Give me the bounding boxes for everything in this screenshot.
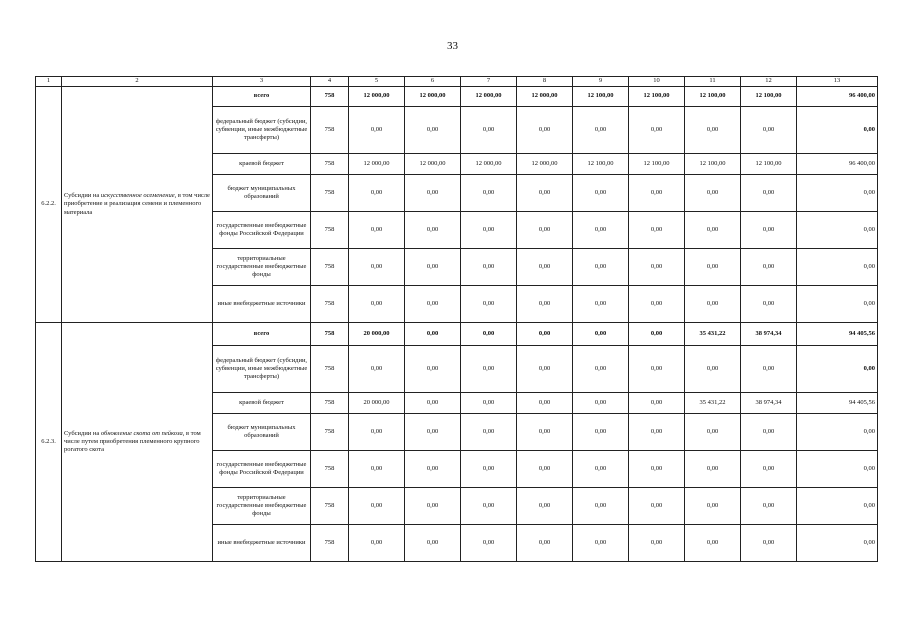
- value-cell-col-6: 0,00: [405, 451, 461, 488]
- value-cell-col-13: 94 405,56: [797, 393, 878, 414]
- value-cell-col-6: 0,00: [405, 212, 461, 249]
- value-cell-col-5: 0,00: [349, 212, 405, 249]
- value-cell-col-13: 0,00: [797, 286, 878, 323]
- value-cell-col-6: 0,00: [405, 346, 461, 393]
- budget-code: 758: [311, 525, 349, 562]
- value-cell-col-8: 12 000,00: [517, 87, 573, 107]
- value-cell-col-5: 0,00: [349, 107, 405, 154]
- funding-source: иные внебюджетные источники: [213, 286, 311, 323]
- value-cell-col-8: 0,00: [517, 286, 573, 323]
- value-cell-col-8: 0,00: [517, 451, 573, 488]
- funding-source: территориальные государственные внебюджетные фонды: [213, 249, 311, 286]
- funding-source: бюджет муниципальных образований: [213, 414, 311, 451]
- value-cell-col-7: 0,00: [461, 393, 517, 414]
- value-cell-col-12: 38 974,34: [741, 393, 797, 414]
- value-cell-col-11: 0,00: [685, 249, 741, 286]
- column-header-8: 8: [517, 77, 573, 87]
- value-cell-col-13: 0,00: [797, 346, 878, 393]
- budget-code: 758: [311, 393, 349, 414]
- value-cell-col-12: 0,00: [741, 249, 797, 286]
- value-cell-col-8: 0,00: [517, 393, 573, 414]
- value-cell-col-12: 0,00: [741, 212, 797, 249]
- value-cell-col-6: 0,00: [405, 323, 461, 346]
- value-cell-col-8: 0,00: [517, 414, 573, 451]
- value-cell-col-8: 0,00: [517, 525, 573, 562]
- column-header-11: 11: [685, 77, 741, 87]
- funding-source: иные внебюджетные источники: [213, 525, 311, 562]
- budget-code: 758: [311, 488, 349, 525]
- column-header-10: 10: [629, 77, 685, 87]
- column-header-2: 2: [62, 77, 213, 87]
- value-cell-col-6: 0,00: [405, 107, 461, 154]
- value-cell-col-10: 0,00: [629, 212, 685, 249]
- value-cell-col-10: 0,00: [629, 451, 685, 488]
- value-cell-col-7: 0,00: [461, 175, 517, 212]
- value-cell-col-12: 0,00: [741, 414, 797, 451]
- value-cell-col-5: 0,00: [349, 525, 405, 562]
- value-cell-col-12: 0,00: [741, 488, 797, 525]
- value-cell-col-11: 0,00: [685, 488, 741, 525]
- value-cell-col-13: 0,00: [797, 175, 878, 212]
- column-header-5: 5: [349, 77, 405, 87]
- value-cell-col-5: 0,00: [349, 488, 405, 525]
- value-cell-col-8: 0,00: [517, 249, 573, 286]
- column-header-13: 13: [797, 77, 878, 87]
- value-cell-col-7: 0,00: [461, 249, 517, 286]
- budget-code: 758: [311, 87, 349, 107]
- value-cell-col-7: 0,00: [461, 451, 517, 488]
- value-cell-col-13: 0,00: [797, 451, 878, 488]
- value-cell-col-11: 0,00: [685, 414, 741, 451]
- item-description: Субсидии на искусственное осеменение, в том числе приобретение и реализация семени и племенного материала: [62, 87, 213, 323]
- value-cell-col-10: 0,00: [629, 525, 685, 562]
- column-header-7: 7: [461, 77, 517, 87]
- value-cell-col-7: 0,00: [461, 286, 517, 323]
- value-cell-col-6: 0,00: [405, 175, 461, 212]
- value-cell-col-6: 0,00: [405, 393, 461, 414]
- funding-source: краевой бюджет: [213, 393, 311, 414]
- budget-code: 758: [311, 286, 349, 323]
- value-cell-col-12: 12 100,00: [741, 87, 797, 107]
- value-cell-col-10: 0,00: [629, 393, 685, 414]
- value-cell-col-11: 35 431,22: [685, 393, 741, 414]
- column-header-6: 6: [405, 77, 461, 87]
- budget-code: 758: [311, 154, 349, 175]
- value-cell-col-9: 0,00: [573, 175, 629, 212]
- column-header-1: 1: [36, 77, 62, 87]
- value-cell-col-8: 0,00: [517, 212, 573, 249]
- value-cell-col-5: 0,00: [349, 249, 405, 286]
- value-cell-col-6: 0,00: [405, 249, 461, 286]
- column-header-4: 4: [311, 77, 349, 87]
- value-cell-col-7: 12 000,00: [461, 87, 517, 107]
- value-cell-col-12: 12 100,00: [741, 154, 797, 175]
- value-cell-col-7: 0,00: [461, 346, 517, 393]
- value-cell-col-6: 0,00: [405, 525, 461, 562]
- value-cell-col-13: 0,00: [797, 525, 878, 562]
- value-cell-col-9: 0,00: [573, 525, 629, 562]
- value-cell-col-9: 0,00: [573, 414, 629, 451]
- value-cell-col-13: 0,00: [797, 414, 878, 451]
- budget-code: 758: [311, 323, 349, 346]
- value-cell-col-6: 0,00: [405, 414, 461, 451]
- value-cell-col-10: 0,00: [629, 249, 685, 286]
- value-cell-col-9: 0,00: [573, 286, 629, 323]
- header-row: [36, 77, 878, 87]
- value-cell-col-9: 0,00: [573, 346, 629, 393]
- funding-source: федеральный бюджет (субсидии, субвенции, иные межбюджетные трансферты): [213, 346, 311, 393]
- value-cell-col-5: 0,00: [349, 286, 405, 323]
- value-cell-col-6: 12 000,00: [405, 154, 461, 175]
- column-header-9: 9: [573, 77, 629, 87]
- value-cell-col-10: 0,00: [629, 346, 685, 393]
- value-cell-col-11: 12 100,00: [685, 87, 741, 107]
- budget-code: 758: [311, 212, 349, 249]
- funding-source: всего: [213, 87, 311, 107]
- funding-source: федеральный бюджет (субсидии, субвенции, иные межбюджетные трансферты): [213, 107, 311, 154]
- funding-source: территориальные государственные внебюджетные фонды: [213, 488, 311, 525]
- value-cell-col-12: 0,00: [741, 451, 797, 488]
- value-cell-col-10: 0,00: [629, 414, 685, 451]
- budget-code: 758: [311, 175, 349, 212]
- budget-code: 758: [311, 414, 349, 451]
- budget-table: [35, 76, 878, 562]
- value-cell-col-9: 0,00: [573, 249, 629, 286]
- value-cell-col-9: 0,00: [573, 451, 629, 488]
- value-cell-col-9: 0,00: [573, 393, 629, 414]
- item-description: Субсидии на обновление скота от пейкоза, в том числе путем приобретения племенного крупного рогатого скота: [62, 323, 213, 562]
- value-cell-col-10: 12 100,00: [629, 154, 685, 175]
- value-cell-col-7: 0,00: [461, 525, 517, 562]
- column-header-3: 3: [213, 77, 311, 87]
- value-cell-col-10: 0,00: [629, 107, 685, 154]
- value-cell-col-7: 0,00: [461, 107, 517, 154]
- column-header-12: 12: [741, 77, 797, 87]
- value-cell-col-12: 0,00: [741, 107, 797, 154]
- value-cell-col-5: 20 000,00: [349, 393, 405, 414]
- value-cell-col-10: 0,00: [629, 286, 685, 323]
- value-cell-col-6: 0,00: [405, 488, 461, 525]
- value-cell-col-11: 0,00: [685, 107, 741, 154]
- table-row: [36, 323, 878, 346]
- value-cell-col-13: 94 405,56: [797, 323, 878, 346]
- funding-source: государственные внебюджетные фонды Российской Федерации: [213, 451, 311, 488]
- budget-code: 758: [311, 451, 349, 488]
- value-cell-col-11: 0,00: [685, 286, 741, 323]
- value-cell-col-8: 0,00: [517, 175, 573, 212]
- value-cell-col-5: 0,00: [349, 346, 405, 393]
- funding-source: всего: [213, 323, 311, 346]
- value-cell-col-7: 0,00: [461, 323, 517, 346]
- budget-code: 758: [311, 249, 349, 286]
- funding-source: краевой бюджет: [213, 154, 311, 175]
- value-cell-col-13: 0,00: [797, 488, 878, 525]
- funding-source: государственные внебюджетные фонды Российской Федерации: [213, 212, 311, 249]
- value-cell-col-5: 12 000,00: [349, 154, 405, 175]
- value-cell-col-13: 0,00: [797, 212, 878, 249]
- value-cell-col-7: 0,00: [461, 414, 517, 451]
- value-cell-col-11: 0,00: [685, 346, 741, 393]
- value-cell-col-8: 0,00: [517, 488, 573, 525]
- value-cell-col-10: 12 100,00: [629, 87, 685, 107]
- value-cell-col-11: 0,00: [685, 212, 741, 249]
- value-cell-col-6: 12 000,00: [405, 87, 461, 107]
- value-cell-col-9: 0,00: [573, 488, 629, 525]
- value-cell-col-11: 12 100,00: [685, 154, 741, 175]
- value-cell-col-9: 0,00: [573, 212, 629, 249]
- value-cell-col-13: 0,00: [797, 107, 878, 154]
- value-cell-col-13: 96 400,00: [797, 87, 878, 107]
- funding-source: бюджет муниципальных образований: [213, 175, 311, 212]
- value-cell-col-7: 0,00: [461, 488, 517, 525]
- value-cell-col-13: 96 400,00: [797, 154, 878, 175]
- value-cell-col-10: 0,00: [629, 488, 685, 525]
- item-number: 6.2.3.: [36, 323, 62, 562]
- value-cell-col-9: 0,00: [573, 107, 629, 154]
- value-cell-col-11: 0,00: [685, 175, 741, 212]
- value-cell-col-8: 12 000,00: [517, 154, 573, 175]
- value-cell-col-7: 12 000,00: [461, 154, 517, 175]
- value-cell-col-5: 20 000,00: [349, 323, 405, 346]
- value-cell-col-12: 0,00: [741, 175, 797, 212]
- value-cell-col-9: 12 100,00: [573, 87, 629, 107]
- value-cell-col-9: 12 100,00: [573, 154, 629, 175]
- value-cell-col-8: 0,00: [517, 323, 573, 346]
- value-cell-col-12: 38 974,34: [741, 323, 797, 346]
- value-cell-col-6: 0,00: [405, 286, 461, 323]
- table-row: [36, 87, 878, 107]
- page-number: 33: [447, 40, 458, 52]
- value-cell-col-9: 0,00: [573, 323, 629, 346]
- item-number: 6.2.2.: [36, 87, 62, 323]
- value-cell-col-7: 0,00: [461, 212, 517, 249]
- value-cell-col-5: 0,00: [349, 175, 405, 212]
- value-cell-col-5: 0,00: [349, 451, 405, 488]
- budget-code: 758: [311, 107, 349, 154]
- value-cell-col-11: 0,00: [685, 525, 741, 562]
- value-cell-col-8: 0,00: [517, 107, 573, 154]
- value-cell-col-11: 0,00: [685, 451, 741, 488]
- value-cell-col-5: 0,00: [349, 414, 405, 451]
- value-cell-col-8: 0,00: [517, 346, 573, 393]
- value-cell-col-11: 35 431,22: [685, 323, 741, 346]
- budget-code: 758: [311, 346, 349, 393]
- value-cell-col-12: 0,00: [741, 525, 797, 562]
- value-cell-col-13: 0,00: [797, 249, 878, 286]
- value-cell-col-10: 0,00: [629, 323, 685, 346]
- value-cell-col-12: 0,00: [741, 286, 797, 323]
- value-cell-col-12: 0,00: [741, 346, 797, 393]
- value-cell-col-10: 0,00: [629, 175, 685, 212]
- value-cell-col-5: 12 000,00: [349, 87, 405, 107]
